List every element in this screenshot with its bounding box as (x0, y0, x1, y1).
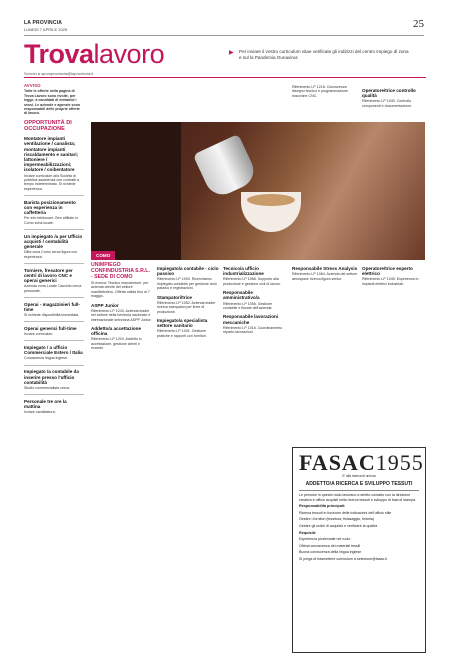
location-badge: COMO (91, 251, 115, 260)
ad-intro: Le persone in questo ruolo lavorano a stretto contatto con la direzione creativa e ufficio acquisti nella ricerca tessuti e sviluppo di basi di stampa. (299, 493, 416, 502)
divider (24, 321, 84, 322)
column-announcements (24, 84, 84, 654)
opportunities-heading: OPPORTUNITÀ DI OCCUPAZIONE (24, 119, 72, 133)
agency-heading: UNIMPIEGO CONFINDUSTRIA S.R.L. - SEDE DI COMO (91, 262, 150, 280)
list-item: Tecnico/a ufficio industrializzazione Riferimento LP 1068. Supporto alla produzione e gestione cicli di lavoro. (223, 266, 281, 286)
masthead (24, 20, 424, 36)
list-item: Gestire i fornitori (tessitura, finissaggio, tintoria) (299, 517, 375, 522)
list-item: Responsabile lavorazioni meccaniche Riferimento LP 1016. Coordinamento reparto lavorazioni. (223, 314, 283, 335)
list-item: Operatore/trice controllo qualità Riferimento LP 1040. Controllo componenti e documentazione. (362, 88, 416, 108)
list-item: Barista posizionamento con esperienza in caffetteria Per info telefonare. Ben affiliate in Como zona locale. (24, 199, 78, 225)
ad-responsibilities-heading: Responsabilità principali: (299, 504, 346, 509)
opportunity-list (24, 136, 84, 414)
photo-apron (91, 122, 181, 260)
list-item: Operatore/trice esperto elettrico Riferimento LP 1045. Esperienza in impianti elettrici industriali. (362, 266, 419, 286)
column-offers-4 (223, 262, 287, 654)
list-item: Operai - magazzinieri full-time Si richiede disponibilità immediata. (24, 301, 80, 317)
divider (299, 490, 419, 491)
column-offers-5-top (292, 84, 358, 259)
promo-text: Per inviare il vostro curriculum vitae verificate gli indirizzi del centro impiego di zona e sul la Pandemia Ounavirus (239, 49, 409, 60)
divider (24, 263, 84, 264)
fasac-logo: FASAC1955 (299, 450, 424, 475)
list-item: ASPP Junior Riferimento LP 1243. Azienda leader nel settore della bevitoria nazionale e internazionale seleziona ASPP Junior. (91, 302, 152, 322)
column-offers-6 (362, 262, 426, 447)
ad-contact[interactable]: Si prega di trasmettere curriculum a selezione@fasac.it (299, 557, 388, 562)
divider (24, 195, 84, 196)
divider (24, 229, 84, 230)
list-item: Responsabile Stress Analysis Riferimento LP 1064. Azienda del settore aerospace ricerca figura senior. (292, 266, 358, 281)
column-text: Riferimento LP 1218. Conoscenza disegno tecnico e programmazione macchine CNC. (292, 85, 348, 98)
promo-note (229, 49, 409, 61)
column-offers-5 (292, 262, 358, 447)
list-item: Impiegato/a contabile - ciclo passivo Riferimento LP 1093. Ricerchiamo impiegato contabile per gestione ciclo passivo e registrazioni. (157, 266, 219, 291)
list-item: Stampatori/trice Riferimento LP 1052. Azienda leader ricerca stampatori per linee di produzione. (157, 294, 216, 314)
list-item: Gestire gli ordini di acquisto e verificare la qualità (299, 524, 378, 529)
list-item: Personale tre ore la mattina Inviare candidatura. (24, 398, 67, 415)
list-item: Operai generici full-time Inviare curriculum. (24, 325, 77, 337)
list-item: Ottima conoscenza dei materiali tessili (299, 543, 361, 548)
divider (24, 365, 84, 366)
ad-job-title: ADDETTO/A RICERCA E SVILUPPO TESSUTI (305, 480, 413, 487)
fasac-advertisement (292, 447, 426, 653)
title-rule (24, 77, 426, 78)
issue-date: LUNEDÌ 7 APRILE 2025 (24, 27, 68, 32)
list-item: Impiegato /a contabile da inserire presso l'ufficio contabilità Studio commercialista cerca. (24, 369, 79, 390)
section-title (24, 40, 164, 68)
notice-text: Tutte le offerte nella pagina di Trova Lavoro sono rivolte, per legge, a candidati di entrambi i sessi. Le aziende e agenzie sono responsabili delle proprie offerte di lavoro. (24, 89, 81, 116)
section-subtitle: Scrivici a sporoprovincia@laprovincia.it (24, 71, 94, 76)
column-offers-6-top (362, 84, 426, 259)
list-item: Impiegato / a ufficio Commerciale Estero / Italia Conoscenza lingua inglese. (24, 344, 83, 361)
photo-latte-art (247, 194, 295, 206)
arrow-icon: ▶ (229, 50, 234, 56)
list-item: Esperienza pluriennale nel ruolo (299, 537, 351, 542)
list-item: Un impiegato /a per Ufficio acquisti / contabilità generale Ditta zona Como cerca figura con esperienza. (24, 233, 83, 259)
page-number: 25 (413, 18, 424, 30)
list-item: Impiegato/a specialista settore sanitario Riferimento LP 1001. Gestione pratiche e rapporti con fornitori. (157, 318, 208, 338)
divider (24, 340, 84, 341)
divider (24, 297, 84, 298)
list-item: Addetto/a accettazione officina Riferimento LP 1204. Addetto in accettazione, gestione clienti e ricambi. (91, 326, 142, 351)
photo-milk-pitcher (193, 134, 259, 200)
ad-requirements-heading: Requisiti: (299, 530, 317, 535)
column-unimpiego (91, 262, 153, 654)
list-item: Montatore impianti ventilazione / canalista; montatore impianti riscaldamento e sanitari; lattoniere / impermeabilizzazioni; isolatore / coibentatore Inviare curriculum alla Società di pubblica assistenza con contratti a tempo indeterminato. Si richiede esperienza. (24, 136, 79, 191)
agency-intro: Si ricerca: Tecnico manutentore, per azienda cliente del settore manifatturiero. Offerta valida fino al 7 maggio. (91, 281, 150, 299)
section-title-part1: Trova (24, 39, 94, 69)
divider (24, 394, 84, 395)
ad-tagline: E' alla ricerca di un/una (342, 474, 376, 478)
list-item: Torniere, fresatore per centri di lavoro CNC e operai generici Azienda zona Lurate Caccivio cerca personale. (24, 267, 82, 293)
section-title-part2: lavoro (93, 39, 165, 69)
notice-heading: AVVISO (24, 84, 41, 88)
list-item: Responsabile amministrativo/a Riferimento LP 1056. Gestione contabile e fiscale dell'azienda. (223, 290, 273, 311)
newspaper-name: LA PROVINCIA (24, 20, 63, 26)
list-item: Buona conoscenza della lingua inglese (299, 550, 362, 555)
list-item: Ricerca tessuti in funzione delle indicazioni dell'ufficio stile (299, 510, 392, 515)
column-offers-3 (157, 262, 219, 654)
